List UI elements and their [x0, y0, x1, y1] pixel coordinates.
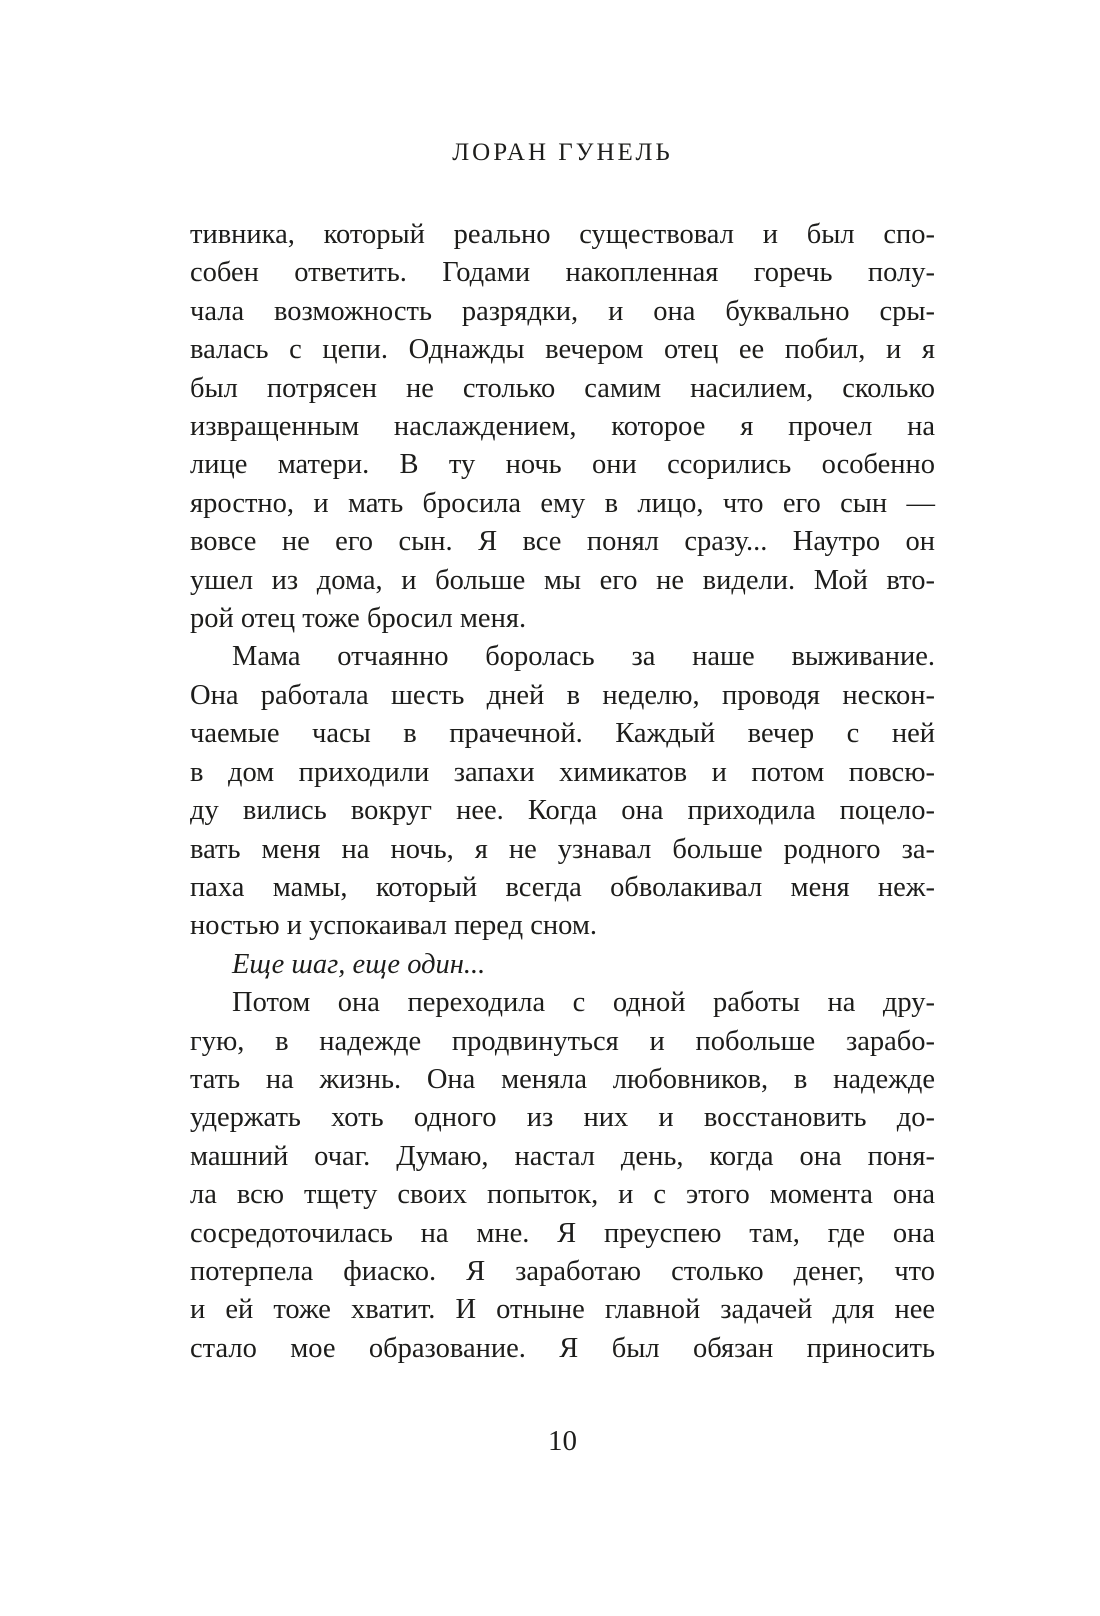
text-line: вать меня на ночь, я не узнавал больше родного за- [190, 833, 935, 865]
text-line: ушел из дома, и больше мы его не видели. Мой вто- [190, 564, 935, 596]
text-line: Еще шаг, еще один... [232, 948, 486, 980]
text-line: вовсе не его сын. Я все понял сразу... Наутро он [190, 526, 935, 558]
paragraph [190, 946, 935, 984]
paragraph [190, 216, 935, 638]
text-line: лице матери. В ту ночь они ссорились особенно [190, 449, 935, 481]
text-line: был потрясен не столько самим насилием, сколько [190, 372, 935, 404]
text-line: тать на жизнь. Она меняла любовников, в надежде [190, 1063, 935, 1095]
text-line: машний очаг. Думаю, настал день, когда она поня- [190, 1140, 935, 1172]
text-line: паха мамы, который всегда обволакивал меня неж- [190, 871, 935, 903]
text-line: Она работала шесть дней в неделю, проводя нескон- [190, 679, 935, 711]
text-line: извращенным наслаждением, которое я прочел на [190, 411, 935, 443]
text-line: яростно, и мать бросила ему в лицо, что его сын — [190, 487, 935, 519]
text-line: стало мое образование. Я был обязан приносить [190, 1332, 935, 1364]
text-line: и ей тоже хватит. И отныне главной задачей для нее [190, 1294, 935, 1326]
running-header: ЛОРАН ГУНЕЛЬ [452, 139, 673, 166]
text-line: потерпела фиаско. Я заработаю столько денег, что [190, 1255, 935, 1287]
paragraph [190, 984, 935, 1368]
text-line: чаемые часы в прачечной. Каждый вечер с ней [190, 718, 935, 750]
text-line: в дом приходили запахи химикатов и потом повсю- [190, 756, 935, 788]
text-line: удержать хоть одного из них и восстановить до- [190, 1102, 935, 1134]
text-line: валась с цепи. Однажды вечером отец ее побил, и я [190, 334, 935, 366]
text-line: Мама отчаянно боролась за наше выживание. [232, 641, 935, 673]
text-line: собен ответить. Годами накопленная горечь полу- [190, 257, 935, 289]
text-line: Потом она переходила с одной работы на дру- [232, 987, 935, 1019]
text-block [190, 216, 935, 1368]
text-line: ла всю тщету своих попыток, и с этого момента она [190, 1179, 935, 1211]
text-line: сосредоточилась на мне. Я преуспею там, где она [190, 1217, 935, 1249]
text-line: тивника, который реально существовал и был спо- [190, 219, 935, 250]
text-line: ностью и успокаивал перед сном. [190, 910, 597, 942]
page-number: 10 [548, 1425, 577, 1457]
text-line: ду вились вокруг нее. Когда она приходила поцело- [190, 795, 935, 827]
text-line: чала возможность разрядки, и она буквально сры- [190, 295, 935, 327]
text-line: рой отец тоже бросил меня. [190, 603, 527, 635]
paragraph [190, 638, 935, 945]
text-line: гую, в надежде продвинуться и побольше зарабо- [190, 1025, 935, 1057]
